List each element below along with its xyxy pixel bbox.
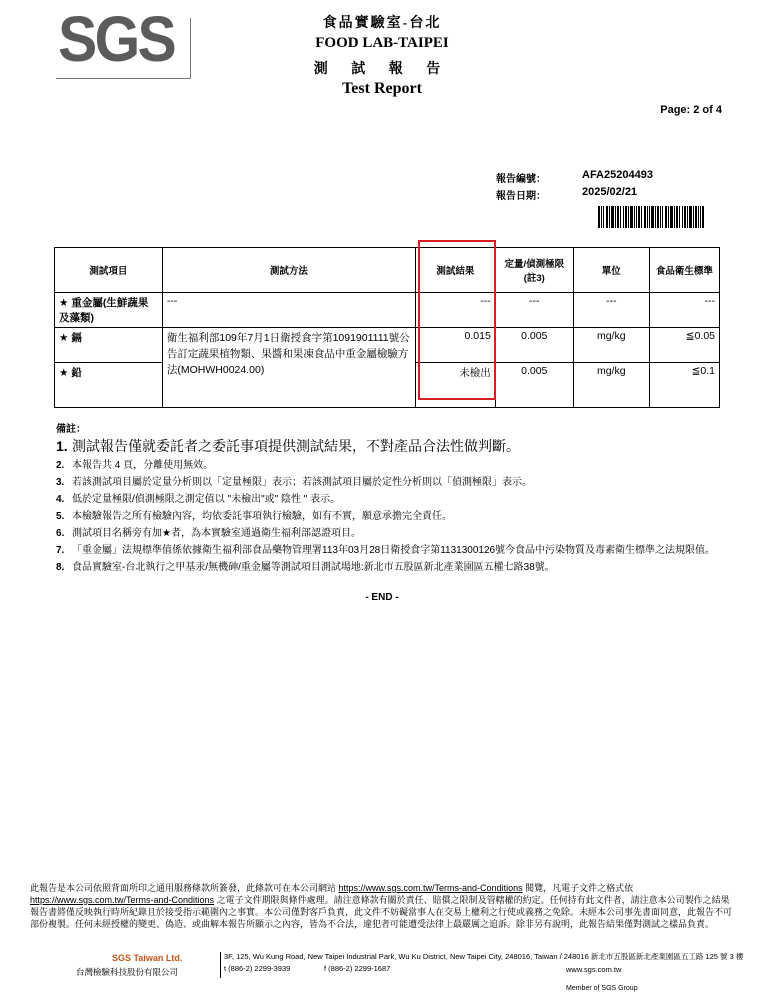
row-unit: mg/kg xyxy=(573,328,649,363)
table-header-row xyxy=(55,248,720,293)
row-test-result: 0.015 xyxy=(415,328,495,363)
note-text: 測試報告僅就委託者之委託事項提供測試結果，不對產品合法性做判斷。 xyxy=(72,438,520,454)
note-item xyxy=(56,561,716,575)
row-unit: mg/kg xyxy=(573,363,649,408)
lab-name-cn: 食品實驗室-台北 xyxy=(322,16,442,31)
row-test-result: 未檢出 xyxy=(415,363,495,408)
note-number: 8. xyxy=(56,562,65,573)
report-date: 2025/02/21 xyxy=(582,186,638,198)
report-number: AFA25204493 xyxy=(582,169,653,181)
report-number-label: 報告編號： xyxy=(496,174,546,185)
row-test-item: ★ 重金屬(生鮮蔬果及藻類) xyxy=(55,293,163,328)
note-number: 7. xyxy=(56,545,65,556)
lab-name-en: FOOD LAB-TAIPEI xyxy=(315,35,449,51)
report-title-cn: 測 試 報 告 xyxy=(313,62,451,77)
note-number: 5. xyxy=(56,511,65,522)
row-test-item: ★ 鎘 xyxy=(55,328,163,363)
row-detection-limit: 0.005 xyxy=(495,363,573,408)
logo-underline xyxy=(56,78,191,79)
footer-company-en: SGS Taiwan Ltd. xyxy=(112,953,183,963)
footer-fax: f (886-2) 2299-1687 xyxy=(324,964,391,973)
note-item xyxy=(56,510,716,524)
note-text: 本檢驗報告之所有檢驗內容，均依委託事項執行檢驗，如有不實，願意承擔完全責任。 xyxy=(72,511,452,522)
header-unit: 單位 xyxy=(573,248,649,293)
footer-divider xyxy=(220,952,221,978)
note-text: 測試項目名稱旁有加★者，為本實驗室通過衛生福利部認證項目。 xyxy=(72,528,361,539)
row-food-standard: --- xyxy=(649,293,719,328)
end-marker: - END - xyxy=(365,592,399,603)
row-test-item: ★ 鉛 xyxy=(55,363,163,408)
footer-address: 3F, 125, Wu Kung Road, New Taipei Industrial Park, Wu Ku District, New Taipei City, 248016, Taiwan / 248016 新北市五股區新北產業園區五工路 125 號 3 樓 xyxy=(224,952,744,961)
barcode-image xyxy=(598,206,704,228)
note-item xyxy=(56,544,716,558)
note-number: 3. xyxy=(56,477,65,488)
header-test-item: 測試項目 xyxy=(55,248,163,293)
sgs-logo-text: SGS xyxy=(58,3,175,75)
note-text: 食品實驗室-台北執行之甲基汞/無機砷/重金屬等測試項目測試場地:新北市五股區新北產業園區五權七路38號。 xyxy=(72,562,555,573)
note-text: 本報告共 4 頁，分離使用無效。 xyxy=(72,460,214,471)
note-item xyxy=(56,493,716,507)
row-unit: --- xyxy=(573,293,649,328)
disclaimer-text: 之電子文件期限與條件處理。請注意條款有關於責任、賠償之限制及管轄權的約定。任何持有此文件者，請注意本公司製作之結果報告書將僅反映執行時所紀錄且於接受指示範圍內之事實。本公司僅對客戶負責，此文件不妨礙當事人在交易上權利之行使或義務之免除。未經本公司事先書面同意，此報告不可部份複製。任何未經授權的變更、偽造、或曲解本報告所顯示之內容，皆為不合法，違犯者可能遭受法律上最嚴厲之追訴。除非另有說明，此報告結果僅對測試之樣品負責。 xyxy=(30,895,733,929)
note-number: 4. xyxy=(56,494,65,505)
page-number: Page: 2 of 4 xyxy=(660,104,722,116)
footer-disclaimer xyxy=(30,882,738,930)
header-test-method: 測試方法 xyxy=(162,248,415,293)
footer-company-cn: 台灣檢驗科技股份有限公司 xyxy=(76,967,179,977)
report-title-en: Test Report xyxy=(342,80,422,97)
note-item xyxy=(56,436,716,456)
header-test-result: 測試結果 xyxy=(415,248,495,293)
notes-title: 備註： xyxy=(56,424,86,435)
row-food-standard: ≦0.1 xyxy=(649,363,719,408)
report-date-label: 報告日期： xyxy=(496,191,546,202)
row-test-method: --- xyxy=(162,293,415,328)
table-row xyxy=(55,328,720,363)
row-food-standard: ≦0.05 xyxy=(649,328,719,363)
footer-phone: t (886-2) 2299-3939 xyxy=(224,964,291,973)
note-number: 2. xyxy=(56,460,65,471)
row-detection-limit: 0.005 xyxy=(495,328,573,363)
shared-test-method: 衛生福利部109年7月1日衛授食字第1091901111號公告訂定蔬果植物類、果醬和果凍食品中重金屬檢驗方法(MOHWH0024.00) xyxy=(162,328,415,408)
note-text: 「重金屬」法規標準值係依據衛生福利部食品藥物管理署113年03月28日衛授食字第1131300126號今食品中污染物質及毒素衛生標準之法規限值。 xyxy=(72,545,716,556)
row-detection-limit: --- xyxy=(495,293,573,328)
disclaimer-text: 閱覽，凡電子文件之格式依 xyxy=(522,883,634,893)
disclaimer-text: 此報告是本公司依照背面所印之通用服務條款所簽發，此條款可在本公司網站 xyxy=(30,883,339,893)
terms-link[interactable]: https://www.sgs.com.tw/Terms-and-Conditions xyxy=(30,895,215,905)
note-number: 6. xyxy=(56,528,65,539)
row-test-result: --- xyxy=(415,293,495,328)
note-text: 若該測試項目屬於定量分析則以「定量極限」表示；若該測試項目屬於定性分析則以「偵測極限」表示。 xyxy=(72,477,532,488)
footer-member: Member of SGS Group xyxy=(566,985,638,992)
terms-link[interactable]: https://www.sgs.com.tw/Terms-and-Conditions xyxy=(338,883,523,893)
result-column-highlight xyxy=(418,240,496,400)
note-item xyxy=(56,476,716,490)
note-item xyxy=(56,527,716,541)
notes-list xyxy=(56,436,716,578)
results-table xyxy=(54,247,720,408)
header-detection-limit: 定量/偵測極限(註3) xyxy=(495,248,573,293)
note-text: 低於定量極限/偵測極限之測定值以 "未檢出"或" 陰性 " 表示。 xyxy=(72,494,341,505)
footer-website[interactable]: www.sgs.com.tw xyxy=(566,965,622,974)
table-row xyxy=(55,293,720,328)
header-food-standard: 食品衛生標準 xyxy=(649,248,719,293)
note-item xyxy=(56,459,716,473)
note-number: 1. xyxy=(56,438,68,454)
